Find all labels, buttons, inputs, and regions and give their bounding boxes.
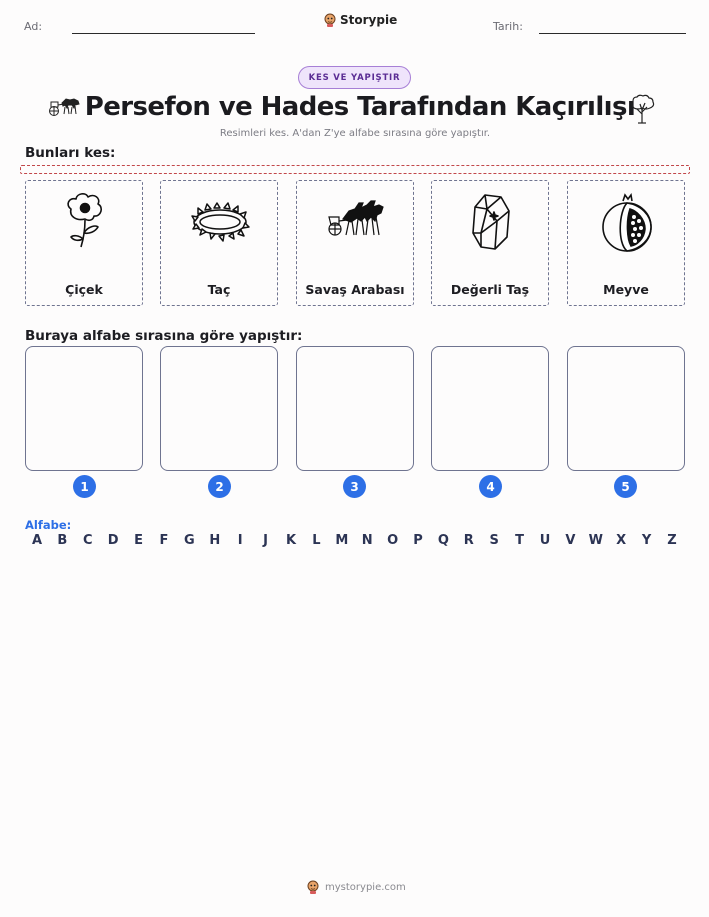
alphabet-letter: P	[413, 533, 423, 548]
alphabet-letter: J	[263, 533, 269, 548]
alphabet-letter: R	[463, 533, 474, 548]
brand-name: Storypie	[340, 13, 398, 27]
alphabet-letter: B	[57, 533, 68, 548]
date-label: Tarih:	[493, 20, 523, 33]
brand-logo	[324, 13, 397, 27]
slot-number-badge: 5	[614, 475, 637, 498]
storypie-mascot-icon	[324, 13, 336, 27]
alphabet-letter: H	[209, 533, 221, 548]
cut-line	[20, 165, 690, 174]
alphabet-letter: M	[335, 533, 349, 548]
card-label: Taç	[207, 282, 231, 297]
paste-slot-2[interactable]	[160, 346, 278, 471]
card-label: Savaş Arabası	[305, 282, 405, 297]
paste-slot-4[interactable]	[431, 346, 549, 471]
alphabet-letter: S	[489, 533, 499, 548]
alphabet-letter: Y	[641, 533, 652, 548]
alphabet-letter: N	[361, 533, 373, 548]
chariot-decoration-icon	[48, 94, 82, 118]
alphabet-label: Alfabe:	[25, 518, 72, 532]
alphabet-letter: K	[285, 533, 297, 548]
name-label: Ad:	[24, 20, 43, 33]
paste-slot-3[interactable]	[296, 346, 414, 471]
storypie-mascot-icon	[307, 880, 319, 894]
tree-decoration-icon	[628, 94, 656, 124]
cut-card-gem[interactable]	[431, 180, 549, 306]
alphabet-row	[25, 533, 685, 551]
footer	[307, 880, 406, 894]
footer-site-link[interactable]: mystorypie.com	[325, 881, 406, 893]
activity-badge: KES VE YAPIŞTIR	[298, 66, 411, 89]
page-subtitle: Resimleri kes. A'dan Z'ye alfabe sırasına göre yapıştır.	[219, 128, 491, 139]
pomegranate-icon	[597, 191, 657, 253]
alphabet-letter: U	[539, 533, 551, 548]
chariot-icon	[319, 191, 391, 253]
alphabet-letter: D	[107, 533, 119, 548]
name-write-line[interactable]	[72, 33, 255, 34]
alphabet-letter: G	[184, 533, 195, 548]
paste-section-heading: Buraya alfabe sırasına göre yapıştır:	[25, 328, 303, 344]
paste-slot-1[interactable]	[25, 346, 143, 471]
slot-number-badge: 2	[208, 475, 231, 498]
cut-card-crown[interactable]	[160, 180, 278, 306]
wreath-crown-icon	[185, 191, 255, 253]
alphabet-letter: C	[83, 533, 93, 548]
cut-card-flower[interactable]	[25, 180, 143, 306]
paste-slot-5[interactable]	[567, 346, 685, 471]
cut-card-chariot[interactable]	[296, 180, 414, 306]
alphabet-letter: F	[159, 533, 169, 548]
date-write-line[interactable]	[539, 33, 686, 34]
alphabet-letter: V	[565, 533, 576, 548]
slot-number-badge: 4	[479, 475, 502, 498]
slot-number-badge: 3	[343, 475, 366, 498]
alphabet-letter: W	[588, 533, 603, 548]
flower-icon	[55, 191, 115, 253]
page-title: Persefon ve Hades Tarafından Kaçırılışı	[84, 92, 636, 122]
slot-number-badge: 1	[73, 475, 96, 498]
alphabet-letter: Q	[437, 533, 449, 548]
card-label: Değerli Taş	[450, 282, 530, 297]
cut-section-heading: Bunları kes:	[25, 145, 116, 161]
alphabet-letter: X	[616, 533, 627, 548]
gemstone-icon	[461, 191, 521, 253]
alphabet-letter: T	[515, 533, 525, 548]
alphabet-letter: Z	[667, 533, 677, 548]
alphabet-letter: E	[134, 533, 144, 548]
cut-card-fruit[interactable]	[567, 180, 685, 306]
card-label: Çiçek	[65, 282, 103, 297]
alphabet-letter: I	[237, 533, 243, 548]
alphabet-letter: L	[312, 533, 321, 548]
alphabet-letter: O	[387, 533, 399, 548]
alphabet-letter: A	[31, 533, 43, 548]
card-label: Meyve	[603, 282, 649, 297]
